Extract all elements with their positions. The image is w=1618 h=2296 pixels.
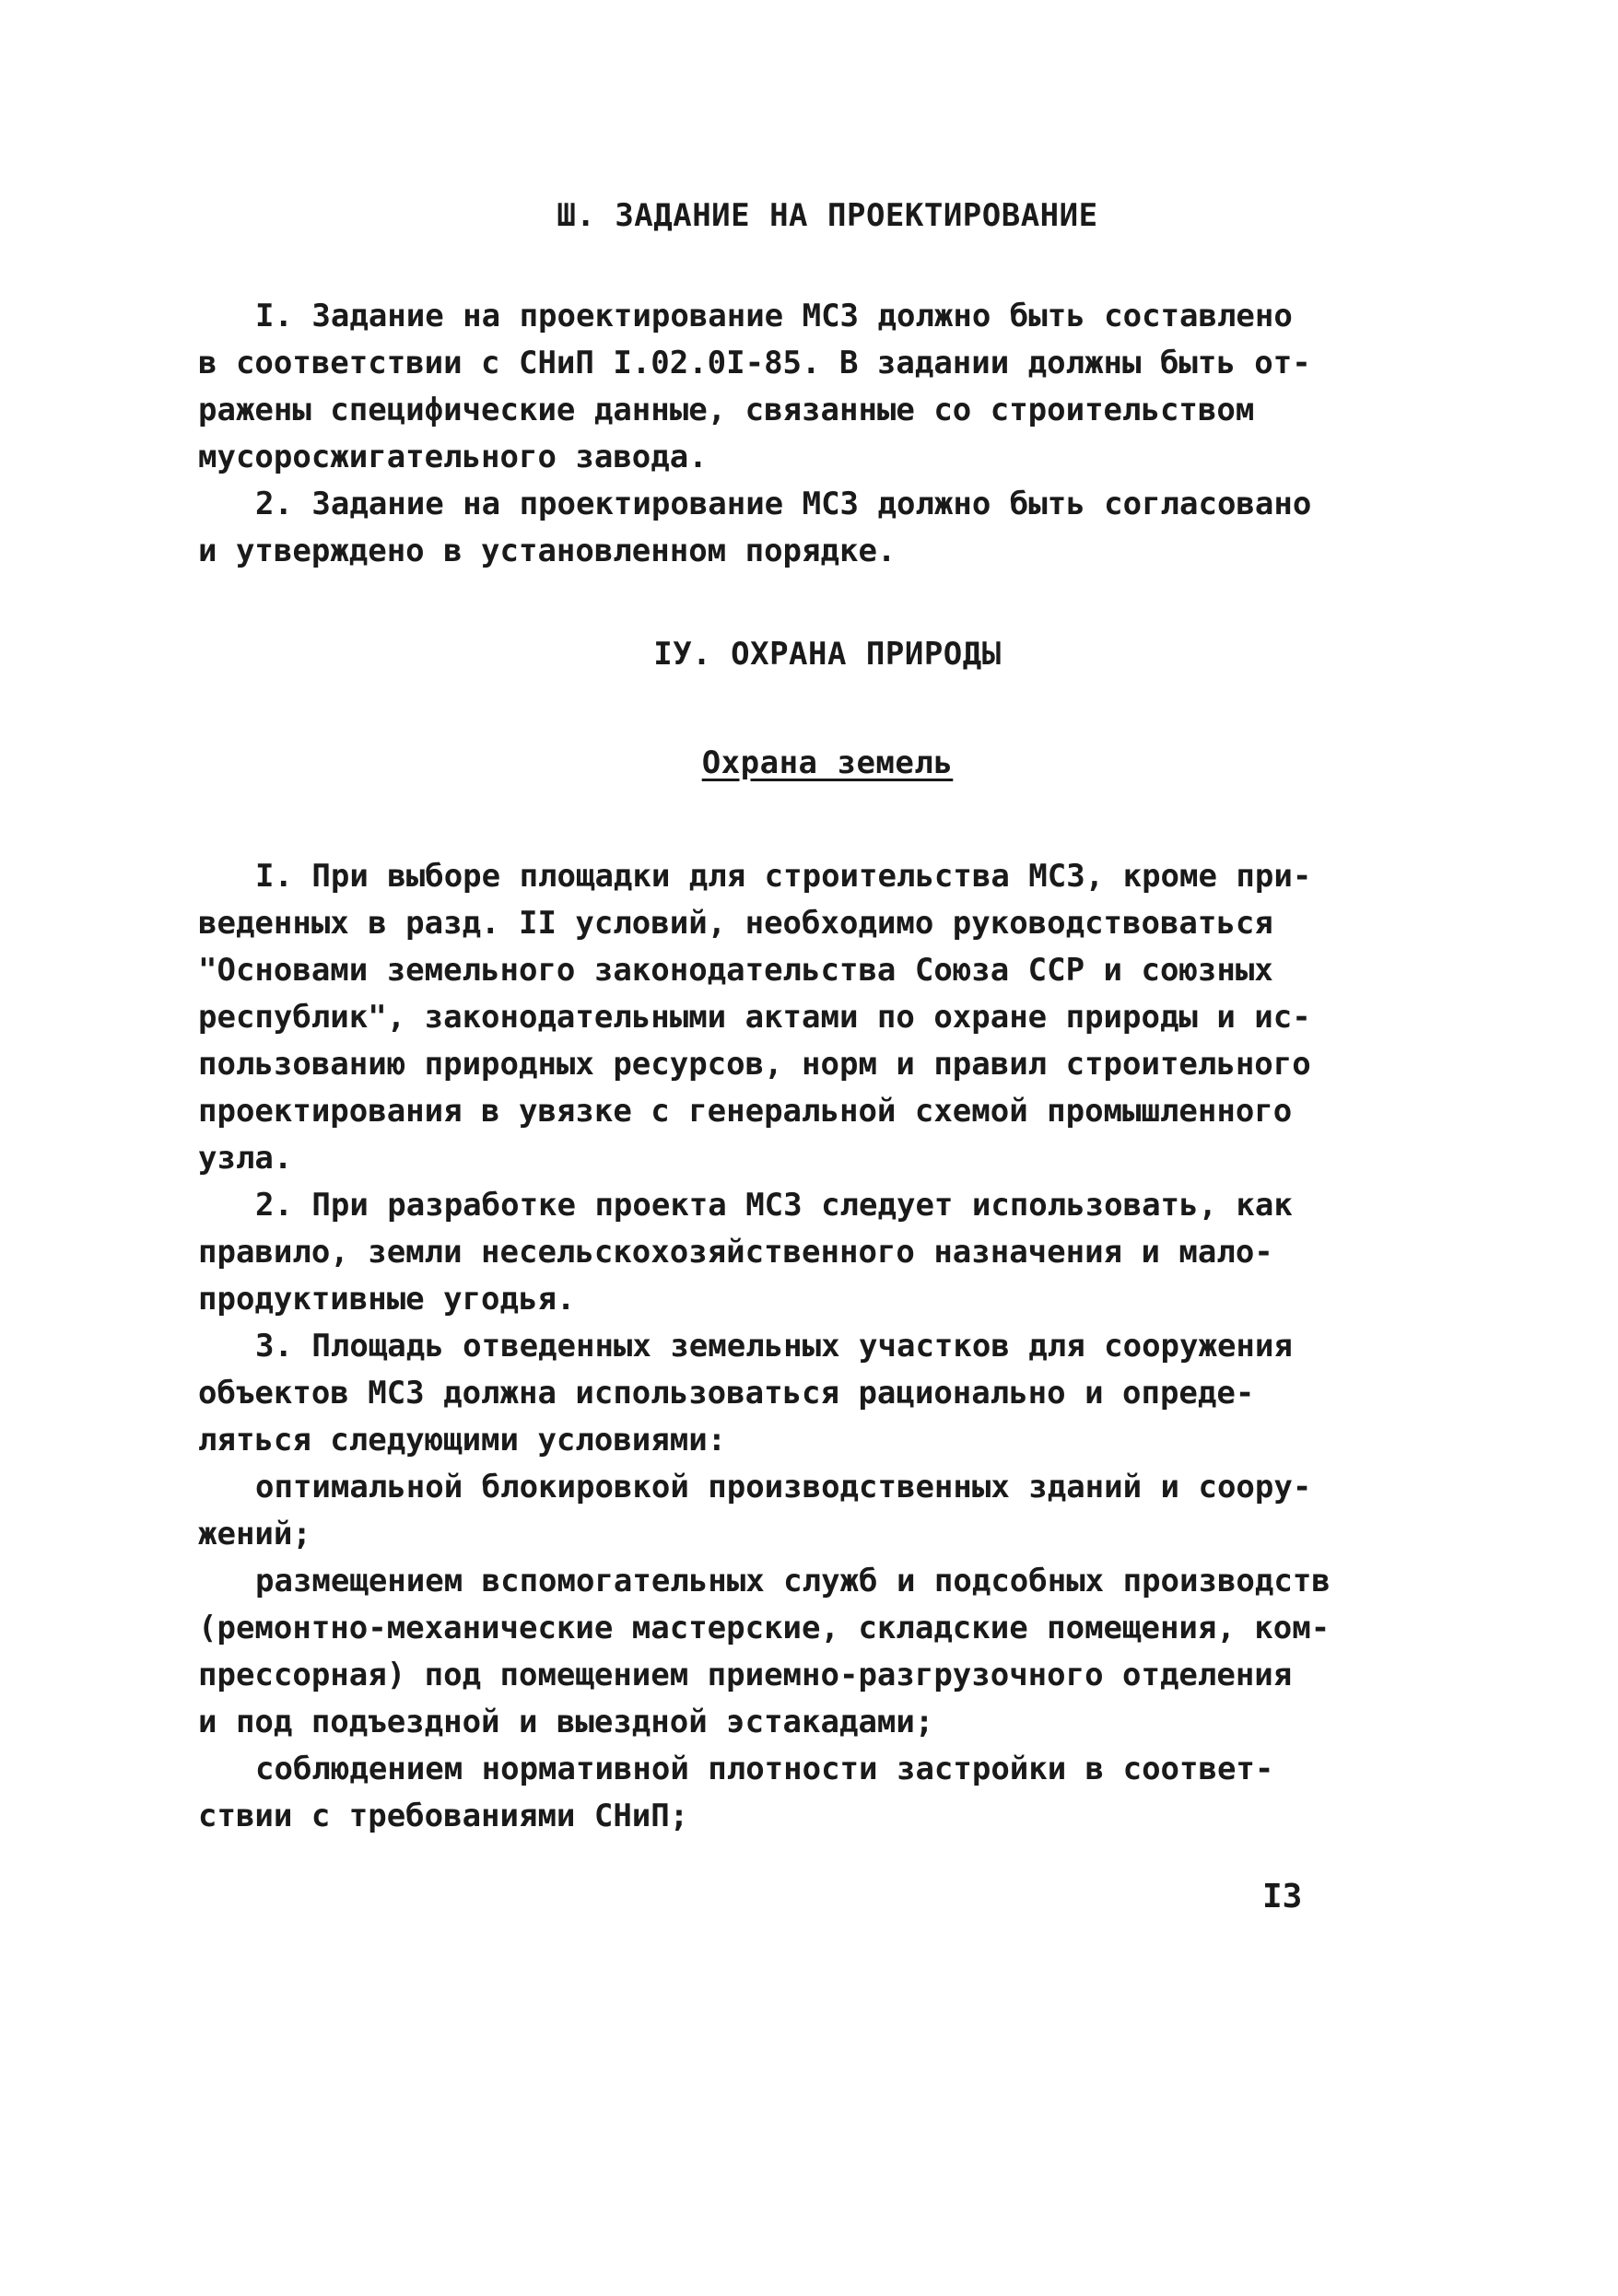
- text-line: узла.: [198, 1140, 293, 1177]
- text-line: мусоросжигательного завода.: [198, 439, 708, 475]
- section-4-item-c: [198, 1746, 1331, 1840]
- text-line: соблюдением нормативной плотности застройки в соответ-: [255, 1751, 1274, 1787]
- text-line: I. При выборе площадки для строительства МСЗ, кроме при-: [255, 858, 1312, 895]
- section-4-item-a: [198, 1464, 1331, 1558]
- text-line: прессорная) под помещением приемно-разгрузочного отделения: [198, 1657, 1293, 1693]
- section-3-paragraph-2: [198, 481, 1331, 575]
- section-3-paragraph-1: [198, 293, 1331, 481]
- section-4-heading: IУ. ОХРАНА ПРИРОДЫ: [653, 636, 1002, 673]
- section-4-paragraph-3: [198, 1323, 1331, 1464]
- text-line: объектов МСЗ должна использоваться рационально и опреде-: [198, 1375, 1255, 1412]
- text-line: проектирования в увязке с генеральной схемой промышленного: [198, 1093, 1293, 1130]
- section-4-item-b: [198, 1558, 1331, 1746]
- text-line: ляться следующими условиями:: [198, 1422, 727, 1458]
- text-line: "Основами земельного законодательства Союза ССР и союзных: [198, 952, 1273, 989]
- text-line: в соответствии с СНиП I.02.0I-85. В задании должны быть от-: [198, 345, 1311, 381]
- text-line: и утверждено в установленном порядке.: [198, 533, 897, 569]
- text-line: I. Задание на проектирование МСЗ должно быть составлено: [255, 298, 1293, 334]
- text-line: (ремонтно-механические мастерские, складские помещения, ком-: [198, 1610, 1331, 1646]
- text-line: продуктивные угодья.: [198, 1281, 576, 1318]
- text-line: и под подъездной и выездной эстакадами;: [198, 1704, 934, 1740]
- text-line: жений;: [198, 1516, 311, 1552]
- text-line: размещением вспомогательных служб и подсобных производств: [255, 1563, 1331, 1599]
- text-line: оптимальной блокировкой производственных зданий и соору-: [255, 1469, 1312, 1505]
- page-number: I3: [1262, 1878, 1303, 1915]
- section-4-paragraph-2: [198, 1182, 1331, 1323]
- text-line: 2. Задание на проектирование МСЗ должно быть согласовано: [255, 486, 1312, 522]
- text-line: ражены специфические данные, связанные со строительством: [198, 392, 1255, 428]
- section-3-heading: Ш. ЗАДАНИЕ НА ПРОЕКТИРОВАНИЕ: [557, 197, 1098, 234]
- text-line: пользованию природных ресурсов, норм и правил строительного: [198, 1046, 1311, 1083]
- text-line: правило, земли несельскохозяйственного назначения и мало-: [198, 1234, 1273, 1271]
- land-protection-subheading: Охрана земель: [701, 744, 954, 781]
- text-line: ствии с требованиями СНиП;: [198, 1798, 689, 1834]
- text-line: 2. При разработке проекта МСЗ следует использовать, как: [255, 1187, 1293, 1224]
- text-line: республик", законодательными актами по охране природы и ис-: [198, 999, 1311, 1036]
- section-4-paragraph-1: [198, 853, 1331, 1182]
- text-line: 3. Площадь отведенных земельных участков для сооружения: [255, 1328, 1293, 1365]
- text-line: веденных в разд. II условий, необходимо руководствоваться: [198, 905, 1273, 942]
